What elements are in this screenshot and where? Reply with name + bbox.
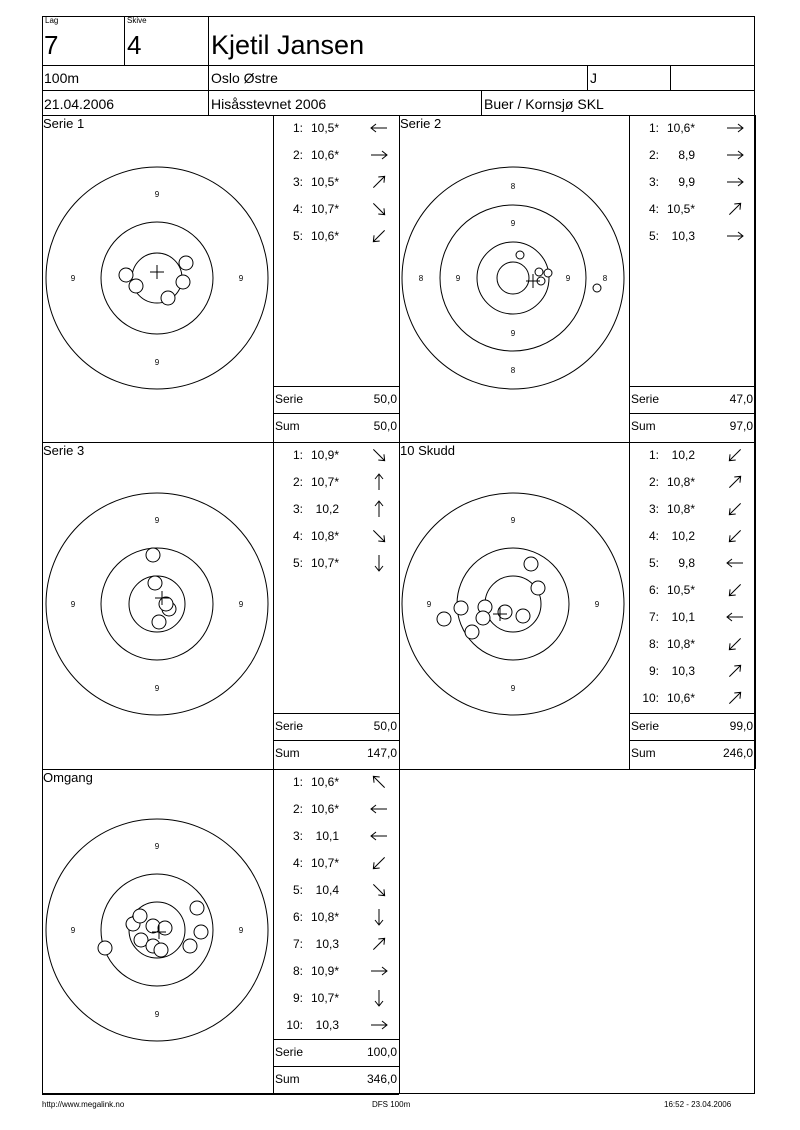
hdr-vline-4 <box>670 65 671 91</box>
shot-number: 3: <box>292 829 303 843</box>
shot-row <box>637 664 695 678</box>
panel-right-border <box>399 769 400 1094</box>
ring-number: 9 <box>70 274 76 283</box>
serie-row-top <box>273 713 399 714</box>
ring-number: 9 <box>455 274 461 283</box>
skive-label: Skive <box>127 16 147 25</box>
ring-number: 9 <box>154 1010 160 1019</box>
ring-number: 9 <box>70 926 76 935</box>
shot-number: 1: <box>648 448 659 462</box>
shot-row <box>637 637 695 651</box>
shot-hole <box>593 284 601 292</box>
shot-value: 10,3 <box>315 1018 339 1032</box>
shooter-name: Kjetil Jansen <box>211 30 365 60</box>
ring-number: 8 <box>510 366 516 375</box>
footer-system: DFS 100m <box>372 1100 411 1109</box>
shot-hole <box>119 268 133 282</box>
panel-bottom-border <box>42 1094 399 1095</box>
direction-arrow-icon <box>369 526 389 546</box>
direction-arrow-icon <box>369 799 389 819</box>
shot-value: 10,3 <box>671 664 695 678</box>
serie-row-top <box>273 386 399 387</box>
shot-hole <box>159 597 173 611</box>
shot-value: 10,1 <box>671 610 695 624</box>
shot-row <box>281 802 339 816</box>
shot-number: 2: <box>292 802 303 816</box>
shot-number: 1: <box>292 121 303 135</box>
ring-number: 9 <box>154 516 160 525</box>
direction-arrow-icon <box>725 526 745 546</box>
direction-arrow-icon <box>725 199 745 219</box>
direction-arrow-icon <box>725 226 745 246</box>
target-ring <box>497 262 529 294</box>
ring-number: 9 <box>154 190 160 199</box>
sum-value: 246,0 <box>722 746 753 760</box>
shot-row <box>281 856 339 870</box>
shot-hole <box>154 943 168 957</box>
shot-value: 10,2 <box>671 529 695 543</box>
shot-number: 3: <box>292 175 303 189</box>
shot-number: 4: <box>648 529 659 543</box>
ring-number: 9 <box>510 684 516 693</box>
shot-number: 2: <box>648 148 659 162</box>
shot-number: 5: <box>648 556 659 570</box>
shot-number: 8: <box>292 964 303 978</box>
shot-value: 10,6* <box>310 229 339 243</box>
shot-row <box>281 202 339 216</box>
shot-value: 10,6* <box>310 802 339 816</box>
serie-row-top <box>273 1039 399 1040</box>
direction-arrow-icon <box>725 118 745 138</box>
lag-value: 7 <box>44 30 59 60</box>
shot-hole <box>516 251 524 259</box>
serie-value: 50,0 <box>373 392 397 406</box>
direction-arrow-icon <box>725 634 745 654</box>
shot-row <box>637 502 695 516</box>
ring-number: 9 <box>510 516 516 525</box>
direction-arrow-icon <box>369 853 389 873</box>
hdr-vline-1 <box>124 16 125 66</box>
direction-arrow-icon <box>369 118 389 138</box>
shot-value: 10,4 <box>315 883 339 897</box>
direction-arrow-icon <box>725 688 745 708</box>
shot-number: 9: <box>648 664 659 678</box>
direction-arrow-icon <box>369 145 389 165</box>
shot-hole <box>476 611 490 625</box>
shot-hole <box>158 921 172 935</box>
shot-number: 7: <box>648 610 659 624</box>
direction-arrow-icon <box>369 907 389 927</box>
target-ring <box>457 548 569 660</box>
shot-value: 10,6* <box>310 775 339 789</box>
hdr-hline-3 <box>42 115 754 116</box>
shot-row <box>637 121 695 135</box>
direction-arrow-icon <box>725 661 745 681</box>
shot-value: 10,5* <box>666 202 695 216</box>
shot-row <box>281 937 339 951</box>
frame-right-lower <box>754 769 755 1094</box>
sum-row-top <box>273 740 399 741</box>
direction-arrow-icon <box>369 772 389 792</box>
shot-number: 5: <box>292 229 303 243</box>
direction-arrow-icon <box>725 607 745 627</box>
target-diagram <box>37 484 277 724</box>
direction-arrow-icon <box>369 445 389 465</box>
shot-number: 1: <box>292 775 303 789</box>
shot-number: 3: <box>648 175 659 189</box>
hdr-hline-1 <box>42 65 754 66</box>
shot-value: 10,6* <box>310 148 339 162</box>
ring-number: 8 <box>418 274 424 283</box>
shot-row <box>637 229 695 243</box>
serie-label: Serie <box>631 392 660 406</box>
shot-number: 2: <box>648 475 659 489</box>
shot-number: 4: <box>292 529 303 543</box>
ring-number: 9 <box>426 600 432 609</box>
shot-number: 3: <box>292 502 303 516</box>
sum-row-top <box>273 413 399 414</box>
distance: 100m <box>44 70 80 86</box>
ring-number: 9 <box>565 274 571 283</box>
sum-label: Sum <box>275 1072 300 1086</box>
shot-hole <box>152 615 166 629</box>
shot-value: 10,1 <box>315 829 339 843</box>
shot-value: 9,9 <box>678 175 695 189</box>
serie-label: Serie <box>275 1045 304 1059</box>
ring-number: 9 <box>594 600 600 609</box>
panel-title: Serie 3 <box>43 443 85 458</box>
shot-number: 3: <box>648 502 659 516</box>
target-ring <box>46 493 268 715</box>
shot-number: 5: <box>292 556 303 570</box>
ring-number: 9 <box>154 358 160 367</box>
shot-number: 8: <box>648 637 659 651</box>
skive-value: 4 <box>127 30 142 60</box>
shot-row <box>281 229 339 243</box>
shot-row <box>281 964 339 978</box>
ring-number: 9 <box>238 926 244 935</box>
shot-number: 7: <box>292 937 303 951</box>
panel-bottom-border <box>399 769 755 770</box>
ring-number: 9 <box>238 600 244 609</box>
sum-value: 50,0 <box>373 419 397 433</box>
serie-value: 99,0 <box>729 719 753 733</box>
shot-hole <box>98 941 112 955</box>
shot-number: 5: <box>292 883 303 897</box>
serie-label: Serie <box>275 719 304 733</box>
serie-value: 100,0 <box>366 1045 397 1059</box>
frame-bottom-right <box>399 1093 755 1094</box>
shot-value: 10,5* <box>310 121 339 135</box>
target-diagram <box>393 158 633 398</box>
shot-row <box>637 475 695 489</box>
shot-row <box>637 175 695 189</box>
shot-hole <box>531 581 545 595</box>
shot-value: 10,8* <box>310 529 339 543</box>
direction-arrow-icon <box>369 880 389 900</box>
target-ring <box>101 548 213 660</box>
shot-value: 10,8* <box>666 502 695 516</box>
target-diagram <box>393 484 633 724</box>
shot-hole <box>129 279 143 293</box>
target-ring <box>402 493 624 715</box>
shot-value: 10,2 <box>315 502 339 516</box>
target-diagram <box>37 158 277 398</box>
direction-arrow-icon <box>725 553 745 573</box>
shot-value: 10,6* <box>666 691 695 705</box>
lag-label: Lag <box>45 16 59 25</box>
direction-arrow-icon <box>369 472 389 492</box>
direction-arrow-icon <box>725 499 745 519</box>
direction-arrow-icon <box>369 826 389 846</box>
target-diagram <box>37 810 277 1050</box>
direction-arrow-icon <box>725 445 745 465</box>
shot-hole <box>161 291 175 305</box>
panel-bottom-border <box>42 769 399 770</box>
club: Oslo Østre <box>211 70 278 86</box>
ring-number: 9 <box>154 684 160 693</box>
panel-bottom-border <box>42 442 399 443</box>
shot-row <box>281 502 339 516</box>
shot-row <box>637 448 695 462</box>
date: 21.04.2006 <box>44 96 115 112</box>
shot-hole <box>194 925 208 939</box>
sum-value: 147,0 <box>366 746 397 760</box>
direction-arrow-icon <box>725 172 745 192</box>
hdr-hline-2 <box>42 90 754 91</box>
sum-value: 346,0 <box>366 1072 397 1086</box>
shot-value: 10,8* <box>666 475 695 489</box>
shot-value: 10,5* <box>666 583 695 597</box>
class: J <box>590 70 597 86</box>
sum-row-top <box>629 413 755 414</box>
shot-value: 10,8* <box>666 637 695 651</box>
sum-label: Sum <box>631 419 656 433</box>
direction-arrow-icon <box>369 172 389 192</box>
shot-value: 9,8 <box>678 556 695 570</box>
sum-row-top <box>629 740 755 741</box>
shot-value: 10,3 <box>671 229 695 243</box>
serie-value: 50,0 <box>373 719 397 733</box>
direction-arrow-icon <box>369 226 389 246</box>
frame-top <box>42 16 754 17</box>
shot-value: 10,6* <box>666 121 695 135</box>
shot-row <box>281 1018 339 1032</box>
shot-value: 10,5* <box>310 175 339 189</box>
serie-row-top <box>629 713 755 714</box>
shot-row <box>281 556 339 570</box>
direction-arrow-icon <box>725 580 745 600</box>
shot-number: 10: <box>286 1018 303 1032</box>
serie-label: Serie <box>631 719 660 733</box>
direction-arrow-icon <box>369 199 389 219</box>
shot-row <box>281 775 339 789</box>
shot-row <box>637 691 695 705</box>
direction-arrow-icon <box>369 1015 389 1035</box>
shot-number: 10: <box>642 691 659 705</box>
shot-number: 5: <box>648 229 659 243</box>
shot-hole <box>183 939 197 953</box>
panel-title: Serie 2 <box>400 116 442 131</box>
ring-number: 9 <box>510 329 516 338</box>
shot-row <box>281 448 339 462</box>
shot-value: 10,7* <box>310 856 339 870</box>
shot-hole <box>535 268 543 276</box>
shot-value: 10,9* <box>310 448 339 462</box>
venue: Buer / Kornsjø SKL <box>484 96 604 112</box>
direction-arrow-icon <box>369 499 389 519</box>
shot-hole <box>437 612 451 626</box>
hdr-vline-5 <box>481 90 482 116</box>
ring-number: 9 <box>70 600 76 609</box>
shot-hole <box>454 601 468 615</box>
hdr-vline-2 <box>208 16 209 116</box>
direction-arrow-icon <box>725 472 745 492</box>
shot-row <box>281 883 339 897</box>
shot-hole <box>179 256 193 270</box>
shot-row <box>281 121 339 135</box>
hdr-vline-3 <box>587 65 588 91</box>
shot-row <box>281 829 339 843</box>
footer-timestamp: 16:52 - 23.04.2006 <box>664 1100 732 1109</box>
shot-hole <box>190 901 204 915</box>
shot-hole <box>146 548 160 562</box>
ring-number: 8 <box>602 274 608 283</box>
shot-value: 10,9* <box>310 964 339 978</box>
direction-arrow-icon <box>725 145 745 165</box>
shot-hole <box>516 609 530 623</box>
shot-number: 2: <box>292 475 303 489</box>
shot-value: 10,2 <box>671 448 695 462</box>
direction-arrow-icon <box>369 934 389 954</box>
shot-value: 10,7* <box>310 475 339 489</box>
sum-label: Sum <box>631 746 656 760</box>
direction-arrow-icon <box>369 961 389 981</box>
shot-row <box>281 148 339 162</box>
shot-hole <box>465 625 479 639</box>
panel-title: 10 Skudd <box>400 443 455 458</box>
shot-value: 8,9 <box>678 148 695 162</box>
panel-title: Serie 1 <box>43 116 85 131</box>
serie-label: Serie <box>275 392 304 406</box>
shot-number: 4: <box>292 202 303 216</box>
shot-row <box>637 610 695 624</box>
panel-right-border <box>755 115 756 442</box>
ring-number: 9 <box>238 274 244 283</box>
sum-label: Sum <box>275 746 300 760</box>
shot-row <box>637 148 695 162</box>
shot-row <box>281 175 339 189</box>
shot-number: 1: <box>292 448 303 462</box>
direction-arrow-icon <box>369 988 389 1008</box>
shot-row <box>637 583 695 597</box>
shot-row <box>281 910 339 924</box>
shot-hole <box>176 275 190 289</box>
shot-number: 2: <box>292 148 303 162</box>
shot-number: 4: <box>292 856 303 870</box>
shot-value: 10,7* <box>310 991 339 1005</box>
panel-title: Omgang <box>43 770 93 785</box>
shot-hole <box>544 269 552 277</box>
shot-number: 6: <box>648 583 659 597</box>
shot-number: 6: <box>292 910 303 924</box>
shot-row <box>637 556 695 570</box>
target-ring <box>402 167 624 389</box>
shot-number: 4: <box>648 202 659 216</box>
serie-row-top <box>629 386 755 387</box>
sum-row-top <box>273 1066 399 1067</box>
shot-row <box>281 991 339 1005</box>
shot-row <box>637 529 695 543</box>
shot-row <box>281 529 339 543</box>
ring-number: 8 <box>510 182 516 191</box>
shot-value: 10,7* <box>310 556 339 570</box>
shot-value: 10,8* <box>310 910 339 924</box>
shot-row <box>281 475 339 489</box>
event: Hisåsstevnet 2006 <box>211 96 327 112</box>
shot-row <box>637 202 695 216</box>
footer-url: http://www.megalink.no <box>42 1100 125 1109</box>
shot-number: 9: <box>292 991 303 1005</box>
ring-number: 9 <box>154 842 160 851</box>
sum-value: 97,0 <box>729 419 753 433</box>
panel-right-border <box>755 442 756 769</box>
ring-number: 9 <box>510 219 516 228</box>
shot-number: 1: <box>648 121 659 135</box>
shot-value: 10,3 <box>315 937 339 951</box>
direction-arrow-icon <box>369 553 389 573</box>
sum-label: Sum <box>275 419 300 433</box>
serie-value: 47,0 <box>729 392 753 406</box>
shot-hole <box>133 909 147 923</box>
shot-value: 10,7* <box>310 202 339 216</box>
shot-hole <box>524 557 538 571</box>
shot-hole <box>148 576 162 590</box>
